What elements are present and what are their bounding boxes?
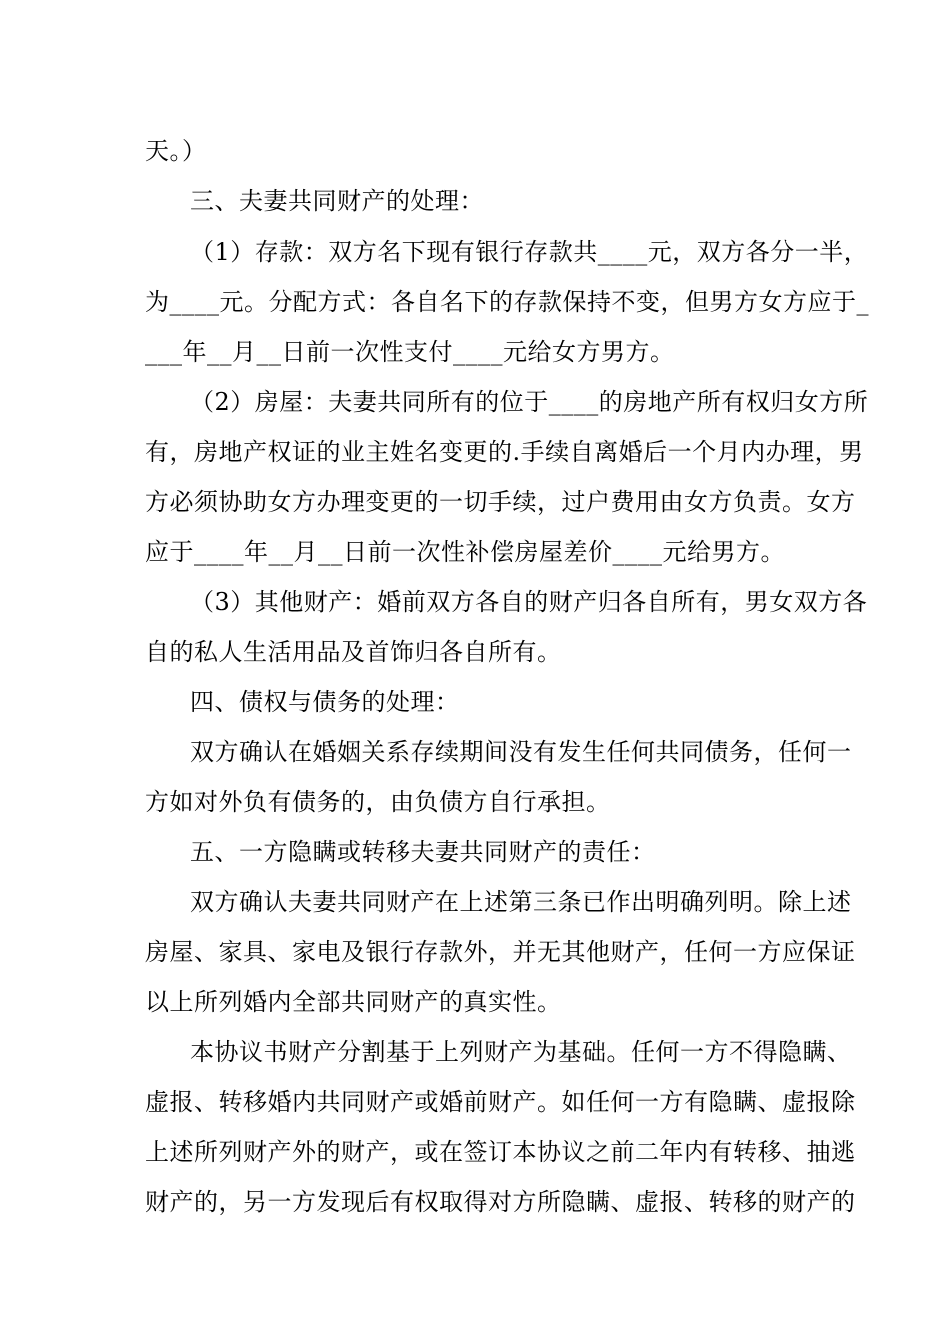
text-line: 上述所列财产外的财产，或在签订本协议之前二年内有转移、抽逃	[145, 1138, 856, 1166]
text-line: （3）其他财产：婚前双方各自的财产归各自所有，男女双方各	[190, 588, 868, 616]
text-line: 方如对外负有债务的，由负债方自行承担。	[145, 788, 611, 816]
text-line: 自的私人生活用品及首饰归各自所有。	[145, 638, 562, 666]
text-line: 虚报、转移婚内共同财产或婚前财产。如任何一方有隐瞒、虚报除	[145, 1088, 856, 1116]
text-line: 为____元。分配方式：各自名下的存款保持不变，但男方女方应于_	[145, 288, 869, 316]
text-line: 以上所列婚内全部共同财产的真实性。	[145, 988, 562, 1016]
text-line: （2）房屋：夫妻共同所有的位于____的房地产所有权归女方所	[190, 388, 869, 416]
text-line: 双方确认夫妻共同财产在上述第三条已作出明确列明。除上述	[190, 888, 852, 916]
text-line: 本协议书财产分割基于上列财产为基础。任何一方不得隐瞒、	[190, 1038, 852, 1066]
text-line: （1）存款：双方名下现有银行存款共____元，双方各分一半，	[190, 238, 869, 266]
text-line: 天。）	[145, 137, 207, 165]
text-line: ___年__月__日前一次性支付____元给女方男方。	[145, 338, 675, 366]
text-line: 房屋、家具、家电及银行存款外，并无其他财产，任何一方应保证	[145, 938, 856, 966]
text-line: 方必须协助女方办理变更的一切手续，过户费用由女方负责。女方	[145, 488, 856, 516]
text-line: 财产的，另一方发现后有权取得对方所隐瞒、虚报、转移的财产的	[145, 1188, 856, 1216]
section-heading: 五、一方隐瞒或转移夫妻共同财产的责任：	[190, 838, 656, 866]
text-line: 有，房地产权证的业主姓名变更的.手续自离婚后一个月内办理，男	[145, 438, 864, 466]
text-line: 双方确认在婚姻关系存续期间没有发生任何共同债务，任何一	[190, 738, 852, 766]
section-heading: 四、债权与债务的处理：	[190, 688, 460, 716]
text-line: 应于____年__月__日前一次性补偿房屋差价____元给男方。	[145, 538, 785, 566]
section-heading: 三、夫妻共同财产的处理：	[190, 187, 484, 215]
